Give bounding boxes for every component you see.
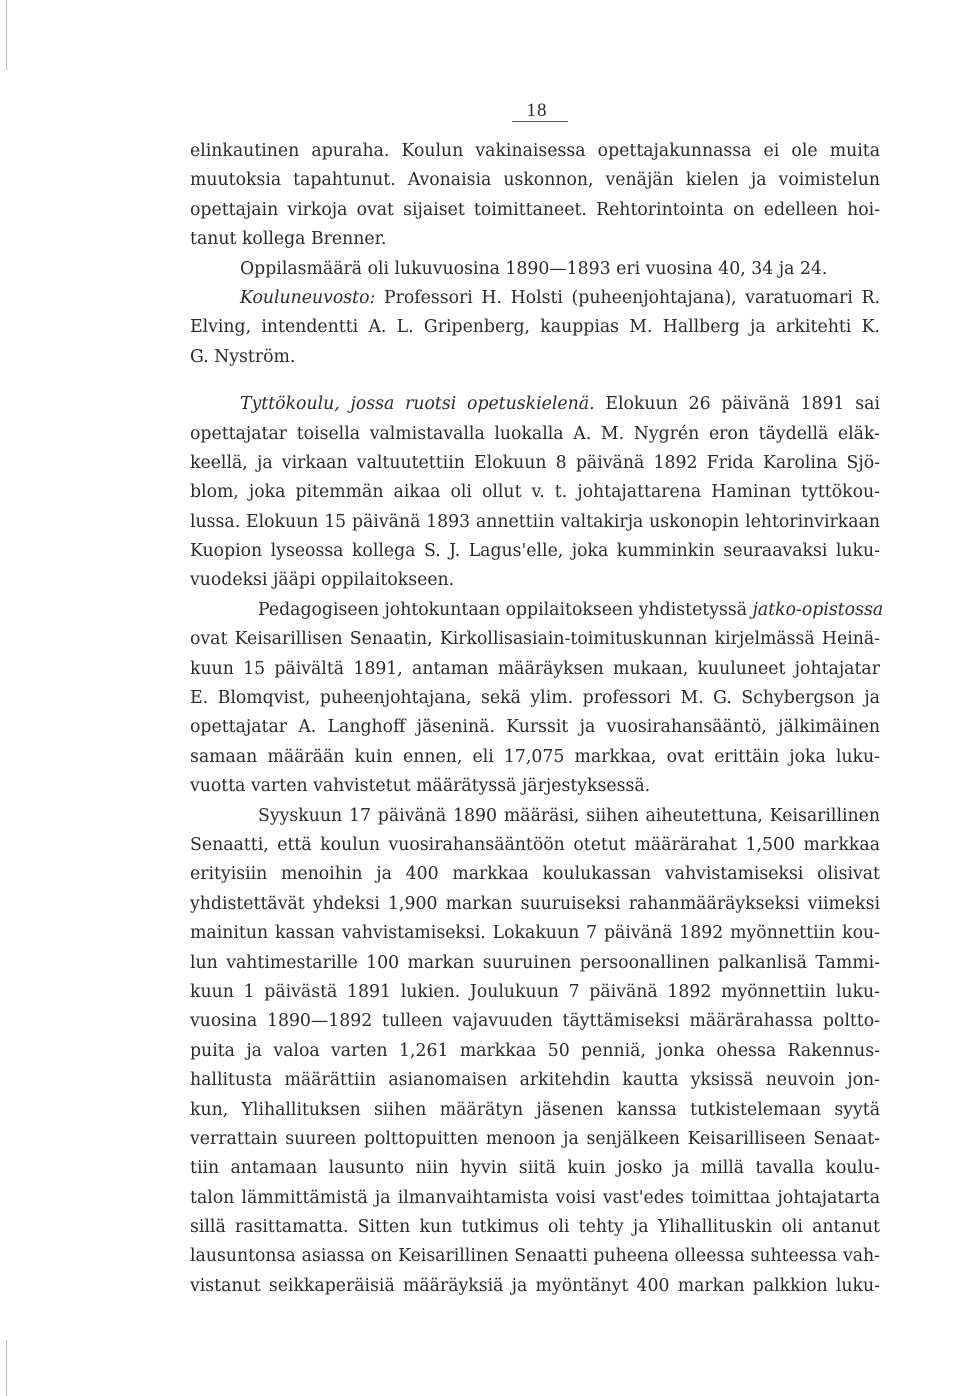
text-line: ovat Keisarillisen Senaatin, Kirkollisasiain-toimituskunnan kirjelmässä Heinä- [190,629,880,650]
text-line: puita ja valoa varten 1,261 markkaa 50 penniä, jonka ohessa Rakennus- [190,1040,880,1061]
text-line: keellä, ja virkaan valtuutettiin Elokuun 8 päivänä 1892 Frida Karolina Sjö- [190,452,880,473]
italic-term: jatko-opistossa [752,599,884,620]
section-heading: Tyttökoulu, jossa ruotsi opetuskielenä. [240,394,595,415]
left-margin-mark [6,0,7,70]
text-line: erityisiin menoihin ja 400 markkaa koulukassan vahvistamiseksi olisivat [190,864,880,885]
page-number-rule [512,121,568,122]
text-line: opettajain virkoja ovat sijaiset toimittaneet. Rehtorintointa on edelleen hoi- [190,199,880,220]
text-line [190,596,884,625]
text-line: blom, joka pitemmän aikaa oli ollut v. t. johtajattarena Haminan tyttökou- [190,482,880,503]
text-line: vistanut seikkaperäisiä määräyksiä ja myöntänyt 400 markan palkkion luku- [190,1275,880,1296]
text-line: Senaatti, että koulun vuosirahansääntöön otetut määrärahat 1,500 markkaa [190,834,880,855]
text-span: Pedagogiseen johtokuntaan oppilaitokseen yhdistetyssä [258,599,753,620]
text-line: opettajatar A. Langhoff jäseninä. Kurssit ja vuosirahansääntö, jälkimäinen [190,717,880,738]
text-line: lussa. Elokuun 15 päivänä 1893 annettiin valtakirja uskonopin lehtorinvirkaan [190,511,880,532]
text-line: opettajatar toisella valmistavalla luokalla A. M. Nygrén eron täydellä eläk- [190,423,880,444]
text-line: kuun 1 päivästä 1891 lukien. Joulukuun 7 päivänä 1892 myönnettiin luku- [190,981,880,1002]
text-line: mainitun kassan vahvistamiseksi. Lokakuun 7 päivänä 1892 myönnettiin kou- [190,923,880,944]
board-heading: Kouluneuvosto: [240,287,376,308]
text-line [190,390,880,419]
left-margin-mark [6,1340,7,1396]
text-line: E. Blomqvist, puheenjohtajana, sekä ylim. professori M. G. Schybergson ja [190,688,880,709]
body-text [190,137,884,1301]
text-line: tiin antamaan lausunto niin hyvin siitä kuin josko ja millä tavalla koulu- [190,1158,880,1179]
text-line: elinkautinen apuraha. Koulun vakinaisessa opettajakunnassa ei ole muita [190,141,880,161]
text-line: samaan määrään kuin ennen, eli 17,075 markkaa, ovat erittäin joka luku- [190,746,880,767]
text-line: vuotta varten vahvistetut määrätyssä järjestyksessä. [190,776,651,797]
text-line: lausuntonsa asiassa on Keisarillinen Senaatti puheena olleessa suhteessa vah- [190,1246,880,1267]
text-line: lun vahtimestarille 100 markan suuruinen persoonallinen palkanlisä Tammi- [190,952,880,973]
text-line: yhdistettävät yhdeksi 1,900 markan suuruiseksi rahanmääräykseksi viimeksi [190,893,880,914]
section-gap [190,372,880,390]
text-line: G. Nyström. [190,346,296,367]
text-line: verrattain suureen polttopuitten menoon ja senjälkeen Keisarilliseen Senaat- [190,1128,880,1149]
text-line: Oppilasmäärä oli lukuvuosina 1890—1893 eri vuosina 40, 34 ja 24. [240,258,828,279]
page-number: 18 [526,100,548,121]
text-line: kun, Ylihallituksen siihen määrätyn jäsenen kanssa tutkistelemaan syytä [190,1099,880,1120]
text-line: muutoksia tapahtunut. Avonaisia uskonnon, venäjän kielen ja voimistelun [190,170,880,191]
text-line: Syyskuun 17 päivänä 1890 määräsi, siihen aiheutettuna, Keisarillinen [258,805,880,826]
text-line: Elving, intendentti A. L. Gripenberg, kauppias M. Hallberg ja arkitehti K. [190,317,880,338]
text-line: talon lämmittämistä ja ilmanvaihtamista voisi vast'edes toimittaa johtajatarta [190,1187,880,1208]
text-line [190,284,880,313]
text-line: vuodeksi jääpi oppilaitokseen. [190,570,455,591]
text-span: Professori H. Holsti (puheenjohtajana), varatuomari R. [375,287,880,308]
text-line: vuosina 1890—1892 tulleen vajavuuden täyttämiseksi määrärahassa poltto- [190,1011,880,1032]
text-line: sillä rasittamatta. Sitten kun tutkimus oli tehty ja Ylihallituskin oli antanut [190,1217,880,1238]
text-line: hallitusta määrättiin asianomaisen arkitehdin kautta yksissä neuvoin jon- [190,1070,880,1091]
text-line: kuun 15 päivältä 1891, antaman määräyksen mukaan, kuuluneet johtajatar [190,658,880,679]
text-span: Elokuun 26 päivänä 1891 sai [594,394,881,415]
text-line: Kuopion lyseossa kollega S. J. Lagus'elle, joka kumminkin seuraavaksi luku- [190,541,880,562]
text-line: tanut kollega Brenner. [190,229,387,250]
